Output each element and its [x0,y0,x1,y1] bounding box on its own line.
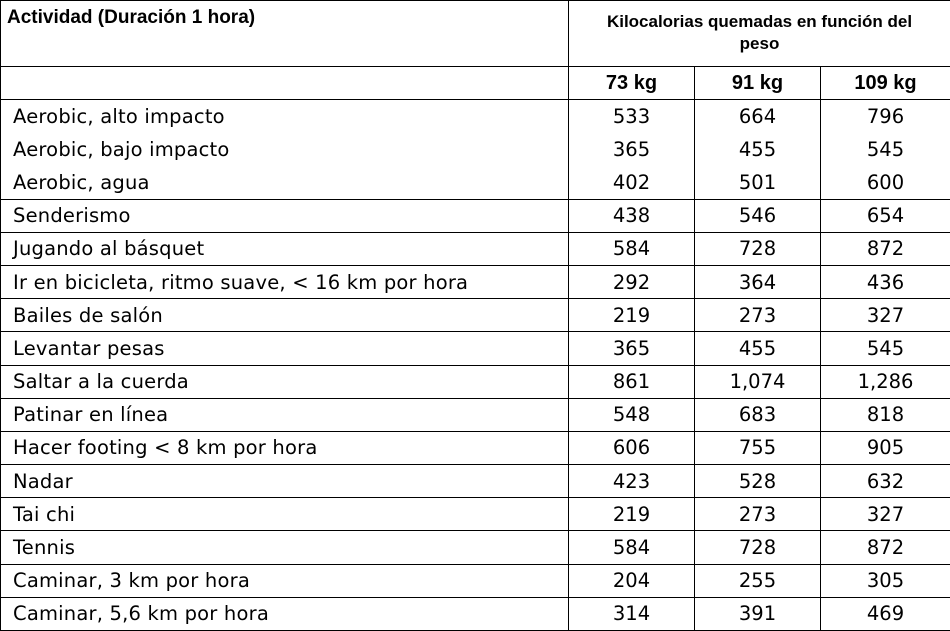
kcal-73-cell: 606 [569,431,695,464]
kcal-109-cell: 632 [821,465,950,498]
activity-cell: Jugando al básquet [1,232,569,265]
activity-cell: Patinar en línea [1,398,569,431]
kcal-73-cell: 584 [569,531,695,564]
kcal-109-cell: 600 [821,166,950,199]
kcal-73-cell: 402 [569,166,695,199]
table-row [1,232,950,265]
kcal-73-cell: 584 [569,232,695,265]
activity-cell: Caminar, 5,6 km por hora [1,597,569,630]
activity-cell: Ir en bicicleta, ritmo suave, < 16 km por hora [1,265,569,298]
kcal-109-cell: 872 [821,531,950,564]
kcal-109-cell: 545 [821,133,950,166]
table-row [1,199,950,232]
table-row [1,465,950,498]
table-row [1,166,950,199]
activity-cell: Aerobic, bajo impacto [1,133,569,166]
activity-cell: Bailes de salón [1,299,569,332]
activity-cell: Levantar pesas [1,332,569,365]
kcal-109-cell: 796 [821,100,950,133]
kcal-73-cell: 365 [569,133,695,166]
kcal-73-cell: 423 [569,465,695,498]
kcal-109-cell: 872 [821,232,950,265]
activity-cell: Tai chi [1,498,569,531]
kcal-73-cell: 861 [569,365,695,398]
kcal-91-cell: 364 [695,265,821,298]
kcal-73-cell: 438 [569,199,695,232]
kcal-91-cell: 391 [695,597,821,630]
kcal-91-cell: 755 [695,431,821,464]
kcal-109-cell: 1,286 [821,365,950,398]
kcal-73-cell: 219 [569,498,695,531]
kcal-73-cell: 204 [569,564,695,597]
activity-cell: Aerobic, alto impacto [1,100,569,133]
activity-column-header: Actividad (Duración 1 hora) [1,1,569,67]
kcal-91-cell: 455 [695,332,821,365]
kcal-91-cell: 455 [695,133,821,166]
kcal-109-cell: 818 [821,398,950,431]
blank-header-cell [1,67,569,100]
kcal-91-cell: 528 [695,465,821,498]
kcal-73-cell: 314 [569,597,695,630]
kcal-73-cell: 365 [569,332,695,365]
calories-group-header: Kilocalorias quemadas en función del peso [569,1,950,67]
activity-cell: Saltar a la cuerda [1,365,569,398]
table-row [1,398,950,431]
kcal-91-cell: 728 [695,531,821,564]
kcal-73-cell: 548 [569,398,695,431]
kcal-91-cell: 501 [695,166,821,199]
kcal-109-cell: 469 [821,597,950,630]
kcal-91-cell: 273 [695,498,821,531]
activity-cell: Caminar, 3 km por hora [1,564,569,597]
weight-header-73: 73 kg [569,67,695,100]
kcal-73-cell: 219 [569,299,695,332]
kcal-91-cell: 1,074 [695,365,821,398]
table-row [1,365,950,398]
kcal-91-cell: 728 [695,232,821,265]
table-row [1,100,950,133]
kcal-109-cell: 654 [821,199,950,232]
activity-cell: Aerobic, agua [1,166,569,199]
kcal-91-cell: 255 [695,564,821,597]
kcal-91-cell: 546 [695,199,821,232]
kcal-109-cell: 436 [821,265,950,298]
kcal-73-cell: 533 [569,100,695,133]
weight-header-91: 91 kg [695,67,821,100]
kcal-109-cell: 905 [821,431,950,464]
activity-cell: Hacer footing < 8 km por hora [1,431,569,464]
activity-cell: Nadar [1,465,569,498]
activity-cell: Tennis [1,531,569,564]
kcal-91-cell: 683 [695,398,821,431]
table-row [1,299,950,332]
table-row [1,531,950,564]
kcal-73-cell: 292 [569,265,695,298]
kcal-109-cell: 327 [821,498,950,531]
table-row [1,597,950,630]
kcal-109-cell: 545 [821,332,950,365]
table-row [1,265,950,298]
kcal-109-cell: 327 [821,299,950,332]
table-row [1,133,950,166]
kcal-91-cell: 273 [695,299,821,332]
activity-cell: Senderismo [1,199,569,232]
kcal-91-cell: 664 [695,100,821,133]
table-row [1,564,950,597]
table-row [1,498,950,531]
table-row [1,431,950,464]
table-row [1,332,950,365]
weight-header-109: 109 kg [821,67,950,100]
kcal-109-cell: 305 [821,564,950,597]
